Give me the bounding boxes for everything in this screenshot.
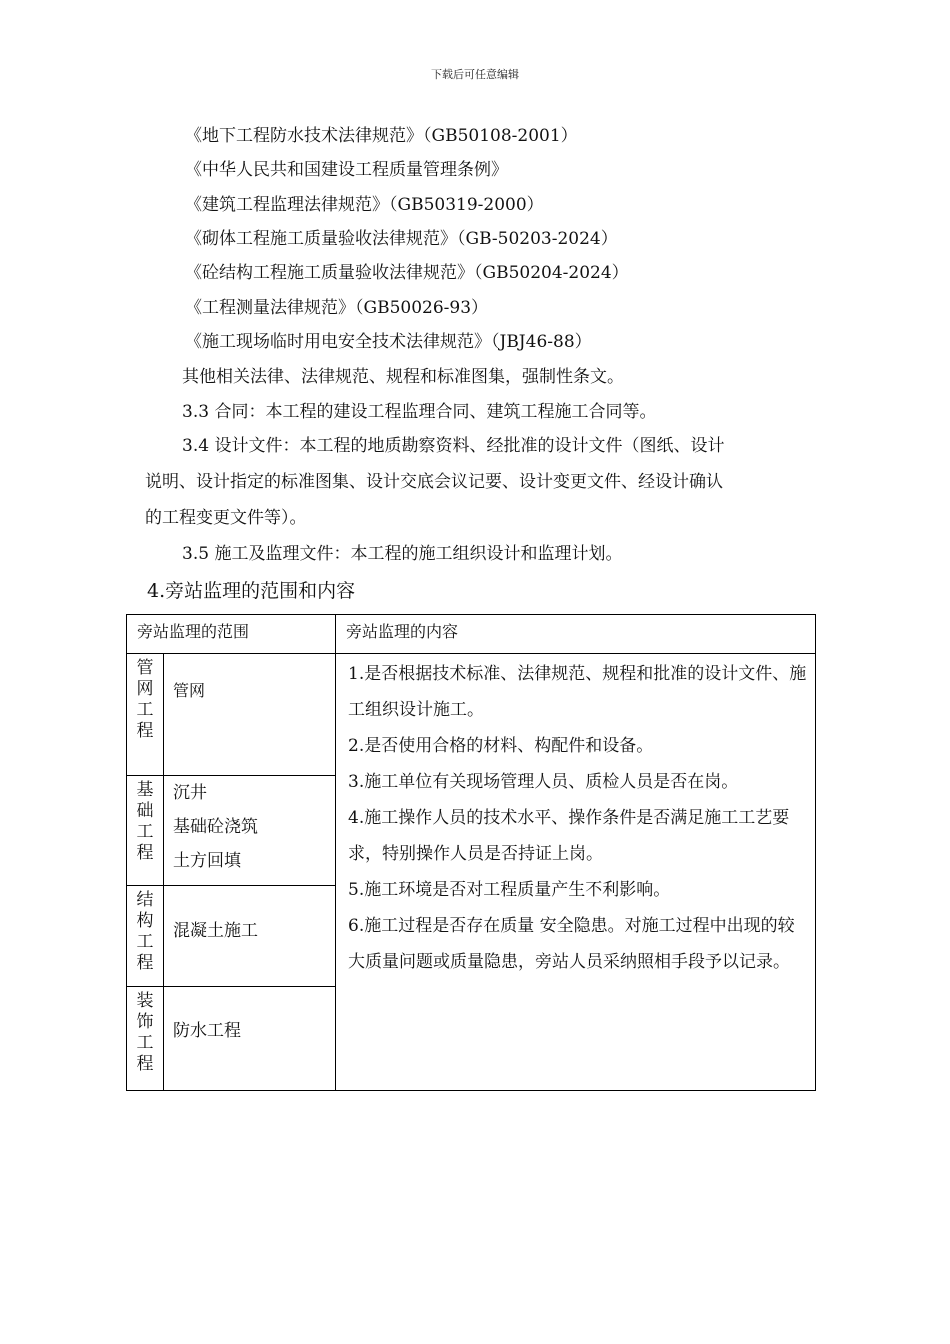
category-char: 结 [136,890,154,910]
content-cell [336,654,816,1091]
item-cell [164,654,336,776]
category-cell [127,886,164,987]
design-docs-paragraph-line1: 3.4 设计文件：本工程的地质勘察资料、经批准的设计文件（图纸、设计 [182,436,725,456]
category-char: 程 [136,721,154,741]
contract-paragraph: 3.3 合同：本工程的建设工程监理合同、建筑工程施工合同等。 [182,402,657,422]
standard-item: 《砌体工程施工质量验收法律规范》（GB-50203-2024） [185,229,618,249]
table-header-row [127,615,816,654]
category-cell [127,776,164,886]
category-char: 管 [136,658,154,678]
category-char: 础 [136,801,154,821]
other-standards-text: 其他相关法律、法律规范、规程和标准图集，强制性条文。 [182,367,624,387]
category-char: 工 [136,822,154,842]
standard-item: 《工程测量法律规范》（GB50026-93） [185,298,489,318]
item-text: 防水工程 [173,1021,241,1041]
content-point: 5.施工环境是否对工程质量产生不利影响。 [348,880,671,900]
category-char: 程 [136,843,154,863]
item-text: 基础砼浇筑 [173,817,258,837]
category-cell [127,987,164,1091]
category-char: 工 [136,700,154,720]
standard-item: 《建筑工程监理法律规范》（GB50319-2000） [185,195,544,215]
item-text: 土方回填 [173,851,241,871]
standard-item: 《砼结构工程施工质量验收法律规范》（GB50204-2024） [185,263,629,283]
table-row [127,654,816,776]
content-point: 2.是否使用合格的材料、构配件和设备。 [348,736,654,756]
item-cell [164,987,336,1091]
design-docs-paragraph-line3: 的工程变更文件等）。 [145,508,307,528]
category-char: 工 [136,1033,154,1053]
standard-item: 《施工现场临时用电安全技术法律规范》（JBJ46-88） [185,332,592,352]
content-point: 3.施工单位有关现场管理人员、质检人员是否在岗。 [348,772,739,792]
construction-docs-paragraph: 3.5 施工及监理文件：本工程的施工组织设计和监理计划。 [182,544,623,564]
category-char: 装 [136,991,154,1011]
content-point: 6.施工过程是否存在质量 安全隐患。对施工过程中出现的较大质量问题或质量隐患，旁站人员采纳照相手段予以记录。 [348,916,795,972]
item-cell [164,886,336,987]
item-text: 管网 [173,681,206,700]
category-cell [127,654,164,776]
category-char: 基 [136,780,154,800]
item-text: 沉井 [173,783,207,803]
page-header-note: 下载后可任意编辑 [431,68,519,81]
header-content-cell: 旁站监理的内容 [336,615,816,654]
category-char: 饰 [136,1012,154,1032]
standard-item: 《中华人民共和国建设工程质量管理条例》 [185,160,508,180]
supervision-scope-table [126,614,816,1091]
content-point: 4.施工操作人员的技术水平、操作条件是否满足施工工艺要求，特别操作人员是否持证上岗。 [348,808,790,864]
category-char: 工 [136,932,154,952]
item-text: 混凝土施工 [173,921,258,941]
standard-item: 《地下工程防水技术法律规范》（GB50108-2001） [185,126,578,146]
item-cell [164,776,336,886]
design-docs-paragraph-line2: 说明、设计指定的标准图集、设计交底会议记要、设计变更文件、经设计确认 [145,472,723,492]
category-char: 程 [136,953,154,973]
category-char: 网 [136,679,154,699]
category-char: 程 [136,1054,154,1074]
content-point: 1.是否根据技术标准、法律规范、规程和批准的设计文件、施工组织设计施工。 [348,664,807,720]
header-scope-cell: 旁站监理的范围 [127,615,336,654]
category-char: 构 [136,911,154,931]
section-title: 4.旁站监理的范围和内容 [147,580,356,602]
